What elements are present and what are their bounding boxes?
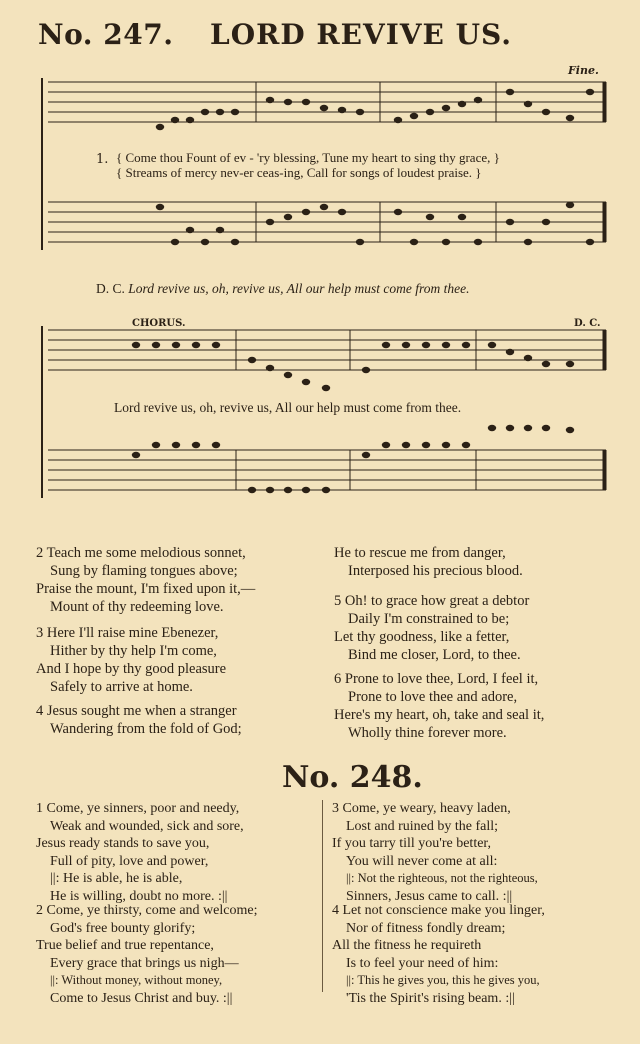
note-head [474,97,482,103]
note-head [586,239,594,245]
music-score [0,0,640,520]
stanza-line: Sinners, Jesus came to call. :|| [346,888,513,904]
note-head [320,105,328,111]
stanza-line: Wholly thine forever more. [348,725,507,741]
note-head [322,487,330,493]
stanza-line: 2 Teach me some melodious sonnet, [36,545,246,561]
chorus-label: CHORUS. [132,318,186,329]
chorus-lyric: Lord revive us, oh, revive us, All our help must come from thee. [114,400,462,415]
note-head [442,442,450,448]
stanza-line: 1 Come, ye sinners, poor and needy, [36,801,240,816]
note-head [394,117,402,123]
note-head [410,239,418,245]
stanza-line: 5 Oh! to grace how great a debtor [334,593,530,609]
note-head [231,109,239,115]
stanza-line: 3 Come, ye weary, heavy laden, [332,801,511,816]
stanza-line: Sung by flaming tongues above; [50,563,238,579]
stanza-line: 6 Prone to love thee, Lord, I feel it, [334,671,539,687]
stanza-line: 'Tis the Spirit's rising beam. :|| [346,990,515,1006]
note-head [462,442,470,448]
dc-text: Lord revive us, oh, revive us, All our help must come from thee. [128,281,470,296]
stanza-line: Bind me closer, Lord, to thee. [348,647,521,663]
fine-marking: Fine. [568,64,599,77]
hymn-248-stanza-4 [332,902,545,1008]
note-head [132,452,140,458]
note-head [488,342,496,348]
stanza-line: He is willing, doubt no more. :|| [50,888,228,904]
note-head [186,227,194,233]
hymn-title: LORD REVIVE US. [210,18,513,51]
note-head [302,209,310,215]
note-head [152,442,160,448]
stanza-5 [334,592,529,664]
lyric-line-2: { Streams of mercy nev-er ceas-ing, Call for songs of loudest praise. } [116,165,482,180]
stanza-line: Let thy goodness, like a fetter, [334,629,510,645]
note-head [566,202,574,208]
note-head [474,239,482,245]
stanza-line: Lost and ruined by the fall; [346,818,499,834]
stanza-line: Weak and wounded, sick and sore, [50,818,244,834]
note-head [266,97,274,103]
hymn-248-stanza-1 [36,800,244,906]
note-head [216,109,224,115]
note-head [201,109,209,115]
note-head [266,365,274,371]
note-head [186,117,194,123]
stanza-line: Here's my heart, oh, take and seal it, [334,707,545,723]
note-head [506,89,514,95]
note-head [172,342,180,348]
stanza-line: Interposed his precious blood. [348,563,523,579]
note-head [586,89,594,95]
dc-refrain-line [96,281,469,297]
note-head [524,355,532,361]
stanza-line: ||: This he gives you, this he gives you, [346,973,540,988]
stanza-line: Is to feel your need of him: [346,955,499,971]
note-head [356,109,364,115]
note-head [394,209,402,215]
note-head [422,342,430,348]
note-head [488,425,496,431]
note-head [266,219,274,225]
note-head [542,425,550,431]
note-head [284,214,292,220]
hymn-248-stanza-2 [36,902,257,1008]
stanza-line: Nor of fitness fondly dream; [346,920,506,936]
note-head [248,357,256,363]
stanza-line: Come to Jesus Christ and buy. :|| [50,990,233,1006]
hymn-248-number: No. 248. [282,760,423,795]
note-head [442,342,450,348]
hymn-number: No. 247. [38,18,174,51]
note-head [410,113,418,119]
note-head [152,342,160,348]
note-head [382,342,390,348]
stanza-line: If you tarry till you're better, [332,836,492,852]
stanza-line: Prone to love thee and adore, [348,689,518,705]
note-head [506,219,514,225]
note-head [566,115,574,121]
note-head [266,487,274,493]
stanza-4-cont [334,544,523,580]
stanza-line: He to rescue me from danger, [334,545,506,561]
note-head [156,124,164,130]
note-head [524,425,532,431]
note-head [322,385,330,391]
note-head [566,361,574,367]
note-head [302,99,310,105]
note-head [248,487,256,493]
stanza-line: Wandering from the fold of God; [50,721,242,737]
note-head [524,239,532,245]
stanza-line: God's free bounty glorify; [50,920,196,936]
note-head [382,442,390,448]
note-head [402,342,410,348]
note-head [338,107,346,113]
note-head [132,342,140,348]
lyric-line-1: { Come thou Fount of ev - 'ry blessing, Tune my heart to sing thy grace, } [116,150,500,165]
note-head [302,379,310,385]
note-head [192,442,200,448]
note-head [284,372,292,378]
stanza-line: ||: Not the righteous, not the righteous, [346,871,538,886]
note-head [506,349,514,355]
note-head [362,452,370,458]
stanza-line: ||: He is able, he is able, [50,871,183,887]
stanza-line: True belief and true repentance, [36,938,214,954]
stanza-2 [36,544,255,616]
stanza-line: You will never come at all: [346,853,498,869]
stanza-line: 4 Let not conscience make you linger, [332,903,545,918]
note-head [542,361,550,367]
note-head [212,442,220,448]
stanza-line: Hither by thy help I'm come, [50,643,217,659]
stanza-line: Daily I'm constrained to be; [348,611,510,627]
stanza-line: 3 Here I'll raise mine Ebenezer, [36,625,219,641]
stanza-line: Praise the mount, I'm fixed upon it,— [36,581,256,597]
stanza-line: All the fitness he requireth [332,938,482,954]
note-head [506,425,514,431]
stanza-line: Full of pity, love and power, [50,853,209,869]
stanza-line: Mount of thy redeeming love. [50,599,224,615]
stanza-line: Safely to arrive at home. [50,679,193,695]
stanza-3 [36,624,226,696]
dc-prefix: D. C. [96,281,125,296]
stanza-line: And I hope by thy good pleasure [36,661,227,677]
note-head [566,427,574,433]
note-head [320,204,328,210]
stanza-line: Every grace that brings us nigh— [50,955,239,971]
stanza-line: ||: Without money, without money, [50,973,223,988]
note-head [302,487,310,493]
note-head [172,442,180,448]
stanza-6 [334,670,544,742]
stanza-line: 4 Jesus sought me when a stranger [36,703,237,719]
dc-label: D. C. [574,318,601,329]
note-head [338,209,346,215]
note-head [458,101,466,107]
note-head [171,239,179,245]
note-head [356,239,364,245]
note-head [284,99,292,105]
hymn-248-stanza-3 [332,800,538,906]
note-head [458,214,466,220]
note-head [426,109,434,115]
note-head [524,101,532,107]
note-head [192,342,200,348]
verse-number: 1. [96,152,109,167]
note-head [426,214,434,220]
note-head [231,239,239,245]
note-head [284,487,292,493]
note-head [402,442,410,448]
note-head [442,105,450,111]
note-head [442,239,450,245]
note-head [171,117,179,123]
note-head [422,442,430,448]
stanza-4 [36,702,242,738]
note-head [201,239,209,245]
stanza-line: Jesus ready stands to save you, [36,836,210,852]
stanza-line: 2 Come, ye thirsty, come and welcome; [36,903,258,918]
note-head [212,342,220,348]
note-head [542,219,550,225]
note-head [462,342,470,348]
note-head [156,204,164,210]
note-head [362,367,370,373]
note-head [542,109,550,115]
note-head [216,227,224,233]
column-divider [322,800,323,992]
